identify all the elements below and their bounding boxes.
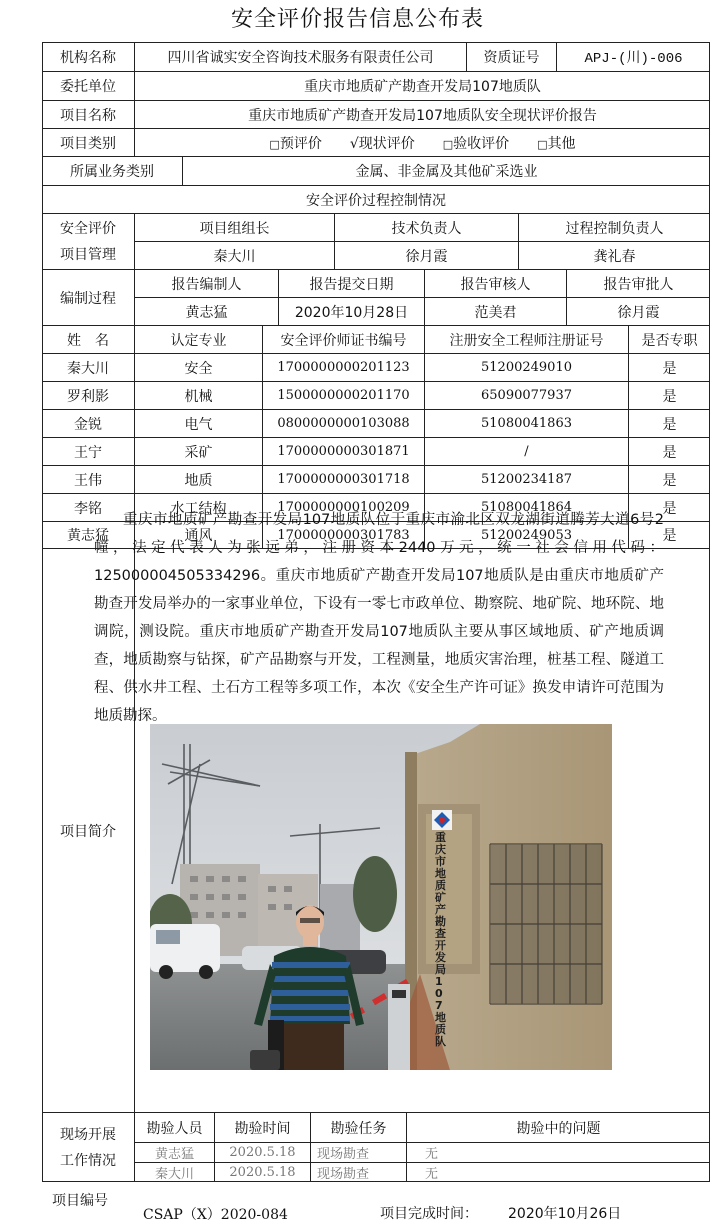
- site-photo-graphic: [150, 724, 612, 1070]
- staff-header-name: 姓 名: [42, 325, 134, 353]
- site-time: 2020.5.18: [214, 1142, 310, 1162]
- type-option-pre: [269, 133, 321, 153]
- reviewer-header: 报告审核人: [424, 269, 566, 297]
- site-issue: 无: [406, 1162, 710, 1182]
- tech-lead-header: 技术负责人: [334, 213, 518, 241]
- staff-reg: 51080041863: [424, 409, 628, 437]
- project-number-label: 项目编号: [52, 1193, 108, 1209]
- business-value: 金属、非金属及其他矿采选业: [182, 156, 710, 185]
- type-option-current: [350, 133, 415, 153]
- staff-cert: 0800000000103088: [262, 409, 424, 437]
- staff-reg: 65090077937: [424, 381, 628, 409]
- type-option-label: 预评价: [279, 135, 322, 152]
- staff-fulltime: 是: [628, 493, 710, 521]
- staff-cert: 1700000000201123: [262, 353, 424, 381]
- staff-name: 王伟: [42, 465, 134, 493]
- site-inspector: 黄志猛: [134, 1142, 214, 1162]
- staff-header-major: 认定专业: [134, 325, 262, 353]
- management-label-line1: 安全评价: [60, 220, 116, 237]
- type-option-label: 其他: [547, 135, 576, 152]
- staff-major: 地质: [134, 465, 262, 493]
- compilation-label: 编制过程: [42, 269, 134, 325]
- cert-label: 资质证号: [466, 42, 556, 71]
- type-option-label: 现状评价: [358, 135, 415, 152]
- staff-reg: 51200249010: [424, 353, 628, 381]
- staff-name: 金锐: [42, 409, 134, 437]
- staff-name: 秦大川: [42, 353, 134, 381]
- staff-reg: 51200234187: [424, 465, 628, 493]
- project-type-options: [134, 128, 710, 156]
- checkbox-mark: □: [269, 137, 280, 151]
- org-name: 四川省诚实安全咨询技术服务有限责任公司: [134, 42, 466, 71]
- site-header-task: 勘验任务: [310, 1112, 406, 1142]
- leader-value: 秦大川: [134, 241, 334, 269]
- site-time: 2020.5.18: [214, 1162, 310, 1182]
- compiler-value: 黄志猛: [134, 297, 278, 325]
- staff-reg: 51080041864: [424, 493, 628, 521]
- staff-name: 李铭: [42, 493, 134, 521]
- staff-name: 黄志猛: [42, 521, 134, 548]
- completion-label: 项目完成时间：: [380, 1206, 478, 1222]
- submit-date-header: 报告提交日期: [278, 269, 424, 297]
- management-label: [42, 213, 134, 269]
- type-option-acceptance: [443, 133, 509, 153]
- site-header-issues: 勘验中的问题: [406, 1112, 710, 1142]
- management-label-line2: 项目管理: [60, 246, 116, 263]
- staff-cert: 1700000000301718: [262, 465, 424, 493]
- submit-date-value: 2020年10月28日: [278, 297, 424, 325]
- approver-value: 徐月霞: [566, 297, 710, 325]
- checkbox-mark: √: [349, 135, 359, 152]
- staff-cert: 1700000000100209: [262, 493, 424, 521]
- staff-fulltime: 是: [628, 353, 710, 381]
- staff-major: 水工结构: [134, 493, 262, 521]
- staff-cert: 1700000000301871: [262, 437, 424, 465]
- site-task: 现场勘查: [310, 1162, 406, 1182]
- staff-cert: 1500000000201170: [262, 381, 424, 409]
- staff-name: 王宁: [42, 437, 134, 465]
- project-name: 重庆市地质矿产勘查开发局107地质队安全现状评价报告: [134, 100, 710, 128]
- staff-fulltime: 是: [628, 437, 710, 465]
- cert-number: APJ-(川)-006: [556, 42, 710, 71]
- staff-reg: 51200249053: [424, 521, 628, 548]
- client-name: 重庆市地质矿产勘查开发局107地质队: [134, 71, 710, 100]
- process-header: 安全评价过程控制情况: [42, 185, 710, 213]
- site-label-line2: 工作情况: [60, 1152, 116, 1169]
- site-header-inspector: 勘验人员: [134, 1112, 214, 1142]
- site-photo: [150, 724, 612, 1070]
- staff-name: 罗利影: [42, 381, 134, 409]
- staff-header-cert: 安全评价师证书编号: [262, 325, 424, 353]
- site-label-line1: 现场开展: [60, 1126, 116, 1143]
- leader-header: 项目组组长: [134, 213, 334, 241]
- org-label: 机构名称: [60, 49, 116, 66]
- site-issue: 无: [406, 1142, 710, 1162]
- staff-reg: /: [424, 437, 628, 465]
- signboard-text: 重庆市地质矿产勘查开发局107地质队: [435, 831, 446, 1048]
- intro-label: 项目简介: [42, 548, 134, 1112]
- staff-major: 机械: [134, 381, 262, 409]
- site-task: 现场勘查: [310, 1142, 406, 1162]
- site-header-time: 勘验时间: [214, 1112, 310, 1142]
- staff-header-reg: 注册安全工程师注册证号: [424, 325, 628, 353]
- staff-fulltime: 是: [628, 465, 710, 493]
- reviewer-value: 范美君: [424, 297, 566, 325]
- compiler-header: 报告编制人: [134, 269, 278, 297]
- staff-major: 安全: [134, 353, 262, 381]
- tech-lead-value: 徐月霞: [334, 241, 518, 269]
- staff-fulltime: 是: [628, 521, 710, 548]
- process-lead-value: 龚礼春: [518, 241, 710, 269]
- staff-fulltime: 是: [628, 409, 710, 437]
- process-lead-header: 过程控制负责人: [518, 213, 710, 241]
- staff-major: 电气: [134, 409, 262, 437]
- approver-header: 报告审批人: [566, 269, 710, 297]
- staff-cert: 1700000000301783: [262, 521, 424, 548]
- completion-date: 2020年10月26日: [508, 1206, 622, 1222]
- staff-header-fulltime: 是否专职: [628, 325, 710, 353]
- site-label: [42, 1112, 134, 1182]
- checkbox-mark: □: [442, 137, 454, 151]
- intro-text: 重庆市地质矿产勘查开发局107地质队位于重庆市渝北区双龙湖街道腾芳大道6号2幢，法定代表人为张远弟，注册资本2440万元，统一社会信用代码：125000004505334296。重庆市地质矿产勘查开发局107地质队是由重庆市地质矿产勘查开发局举办的一家事业单位，下设有一零七市政单位、勘察院、地矿院、地环院、地调院，测设院。重庆市地质矿产勘查开发局107地质队主要从事区域地质、矿产地质调查，地质勘察与钻探，矿产品勘察与开发，工程测量，地质灾害治理，桩基工程、隧道工程、供水井工程、土石方工程等多项工作，本次《安全生产许可证》换发申请许可范围为地质勘探。: [94, 512, 664, 724]
- business-label: 所属业务类别: [42, 156, 182, 185]
- type-option-label: 验收评价: [453, 135, 510, 152]
- staff-fulltime: 是: [628, 381, 710, 409]
- project-type-label: 项目类别: [42, 128, 134, 156]
- checkbox-mark: □: [537, 137, 548, 151]
- client-label: 委托单位: [42, 71, 134, 100]
- staff-major: 通风: [134, 521, 262, 548]
- page-title: 安全评价报告信息公布表: [230, 7, 484, 32]
- staff-major: 采矿: [134, 437, 262, 465]
- type-option-other: [537, 133, 575, 153]
- project-name-label: 项目名称: [42, 100, 134, 128]
- project-number: CSAP（X）2020-084: [143, 1207, 288, 1223]
- site-inspector: 秦大川: [134, 1162, 214, 1182]
